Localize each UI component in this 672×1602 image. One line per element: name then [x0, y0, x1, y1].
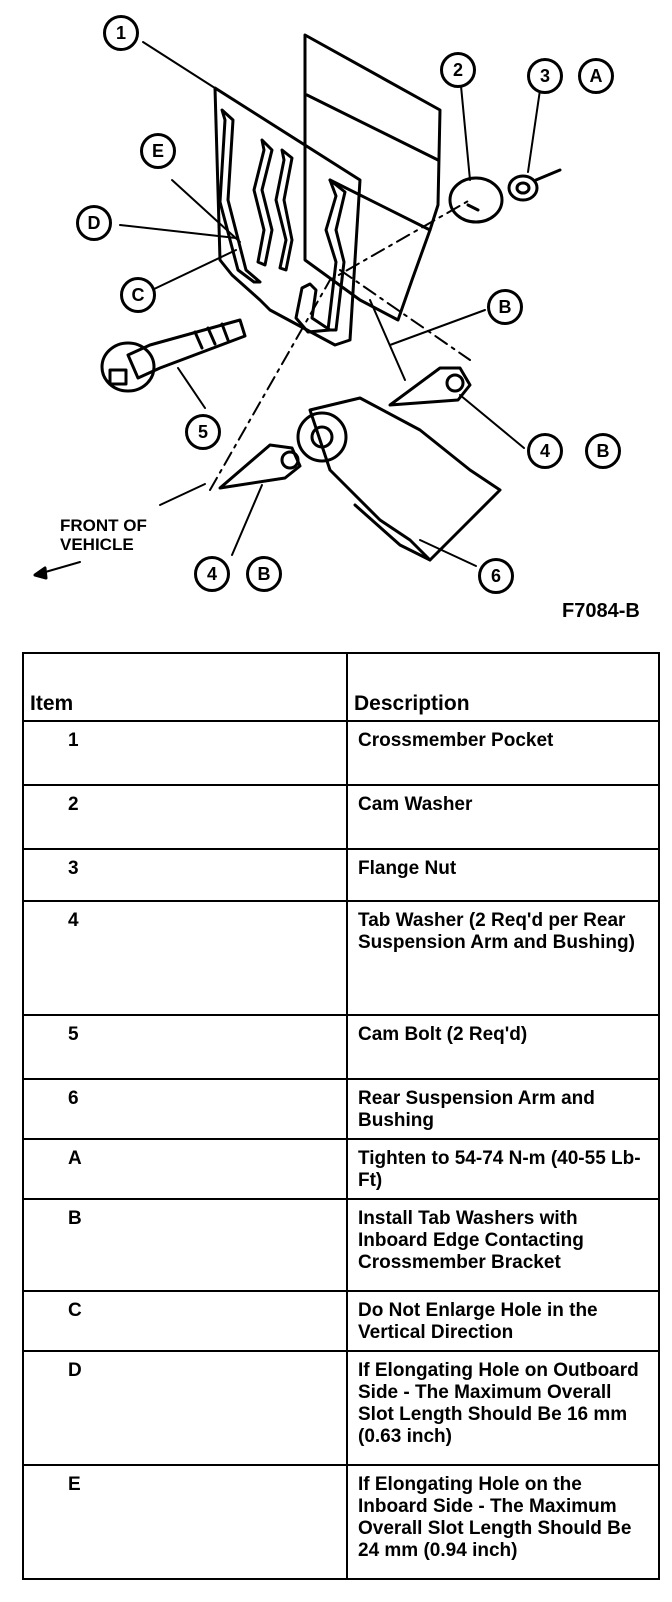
callout-5: 5: [185, 414, 221, 450]
item-cell: 6: [23, 1079, 347, 1139]
callout-3: 3: [527, 58, 563, 94]
front-of-vehicle-label: [60, 516, 147, 554]
table-row: [23, 1291, 659, 1351]
callout-2: 2: [440, 52, 476, 88]
item-cell: E: [23, 1465, 347, 1579]
table-row: [23, 785, 659, 849]
item-cell: 5: [23, 1015, 347, 1079]
description-cell: Rear Suspension Arm and Bushing: [347, 1079, 659, 1139]
item-cell: 4: [23, 901, 347, 1015]
figure-id: F7084-B: [562, 600, 640, 622]
header-description: Description: [347, 653, 659, 721]
description-cell: If Elongating Hole on Outboard Side - The Maximum Overall Slot Length Should Be 16 mm (0.63 inch): [347, 1351, 659, 1465]
item-cell: B: [23, 1199, 347, 1291]
callout-6: 6: [478, 558, 514, 594]
flange-nut: [509, 176, 537, 200]
table-row: [23, 1199, 659, 1291]
header-item: Item: [23, 653, 347, 721]
table-row: [23, 1079, 659, 1139]
rear-plate: [305, 35, 440, 320]
description-cell: Install Tab Washers with Inboard Edge Contacting Crossmember Bracket: [347, 1199, 659, 1291]
callout-1: 1: [103, 15, 139, 51]
callout-D: D: [76, 205, 112, 241]
callout-E: E: [140, 133, 176, 169]
table-row: [23, 1015, 659, 1079]
front-label-line1: FRONT OF: [60, 516, 147, 535]
rear-suspension-arm: [310, 398, 500, 560]
item-cell: A: [23, 1139, 347, 1199]
description-cell: Cam Washer: [347, 785, 659, 849]
table-row: [23, 1465, 659, 1579]
legend-table: [22, 652, 660, 1580]
description-cell: Flange Nut: [347, 849, 659, 901]
front-label-line2: VEHICLE: [60, 535, 134, 554]
callout-B-left: B: [246, 556, 282, 592]
item-cell: D: [23, 1351, 347, 1465]
item-cell: C: [23, 1291, 347, 1351]
table-row: [23, 721, 659, 785]
item-cell: 2: [23, 785, 347, 849]
table-row: [23, 1139, 659, 1199]
description-cell: If Elongating Hole on the Inboard Side - The Maximum Overall Slot Length Should Be 24 mm (0.94 inch): [347, 1465, 659, 1579]
description-cell: Tighten to 54-74 N-m (40-55 Lb-Ft): [347, 1139, 659, 1199]
callout-4-right: 4: [527, 433, 563, 469]
description-cell: Do Not Enlarge Hole in the Vertical Direction: [347, 1291, 659, 1351]
callout-C: C: [120, 277, 156, 313]
callout-4-left: 4: [194, 556, 230, 592]
callout-B-right: B: [585, 433, 621, 469]
exploded-view-figure: [0, 0, 672, 640]
callout-A: A: [578, 58, 614, 94]
item-cell: 3: [23, 849, 347, 901]
cam-washer: [450, 178, 502, 222]
table-row: [23, 849, 659, 901]
description-cell: Crossmember Pocket: [347, 721, 659, 785]
description-cell: Tab Washer (2 Req'd per Rear Suspension Arm and Bushing): [347, 901, 659, 1015]
item-cell: 1: [23, 721, 347, 785]
description-cell: Cam Bolt (2 Req'd): [347, 1015, 659, 1079]
table-row: [23, 901, 659, 1015]
callout-B-upper: B: [487, 289, 523, 325]
table-row: [23, 1351, 659, 1465]
